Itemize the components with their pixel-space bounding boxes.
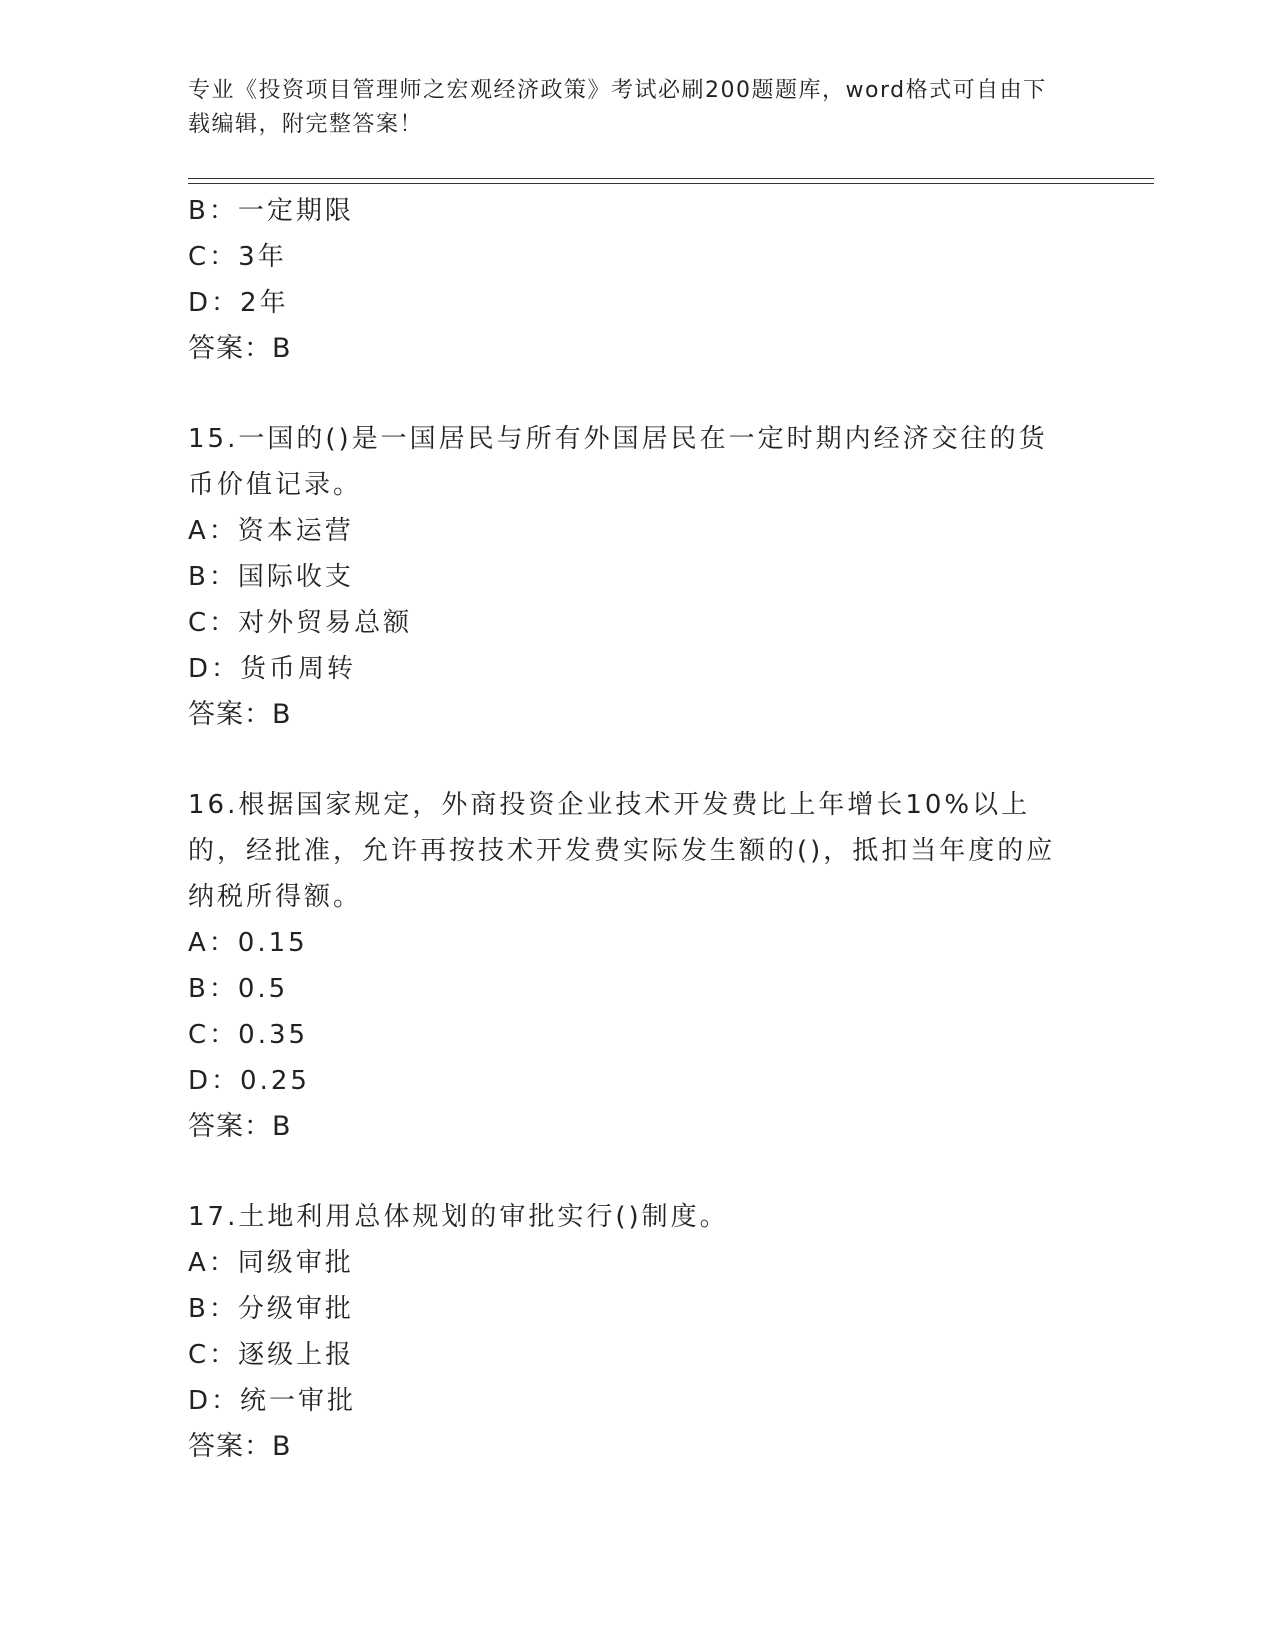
question-stem: 15.一国的()是一国居民与所有外国居民在一定时期内经济交往的货币价值记录。 [188,424,1048,500]
answer-line: 答案：B [188,699,292,730]
header-divider-bottom [188,183,1154,184]
document-header: 专业《投资项目管理师之宏观经济政策》考试必刷200题题库，word格式可自由下载编辑，附完整答案！ [188,78,1047,137]
option-b: B：0.5 [188,974,289,1004]
carryover-question [188,188,1068,372]
option-d: D：货币周转 [188,654,357,684]
option-b: B：分级审批 [188,1294,354,1324]
question-15 [188,416,1068,738]
option-c: C：逐级上报 [188,1340,355,1370]
answer-line: 答案：B [188,1431,292,1462]
question-17 [188,1194,1068,1470]
option-c: C：3年 [188,242,287,272]
option-d: D：统一审批 [188,1386,357,1416]
question-list [188,188,1068,1470]
option-a: A：0.15 [188,928,308,958]
option-d: D：0.25 [188,1066,310,1096]
option-a: A：资本运营 [188,516,354,546]
header-divider-top [188,178,1154,179]
question-16 [188,782,1068,1150]
question-stem: 17.土地利用总体规划的审批实行()制度。 [188,1202,729,1232]
question-stem: 16.根据国家规定，外商投资企业技术开发费比上年增长10%以上的，经批准，允许再按技术开发费实际发生额的()，抵扣当年度的应纳税所得额。 [188,790,1056,912]
option-c: C：0.35 [188,1020,309,1050]
answer-line: 答案：B [188,1111,292,1142]
option-c: C：对外贸易总额 [188,608,413,638]
option-b: B：国际收支 [188,562,354,592]
option-b: B：一定期限 [188,196,354,226]
option-a: A：同级审批 [188,1248,354,1278]
answer-line: 答案：B [188,333,292,364]
option-d: D：2年 [188,288,289,318]
